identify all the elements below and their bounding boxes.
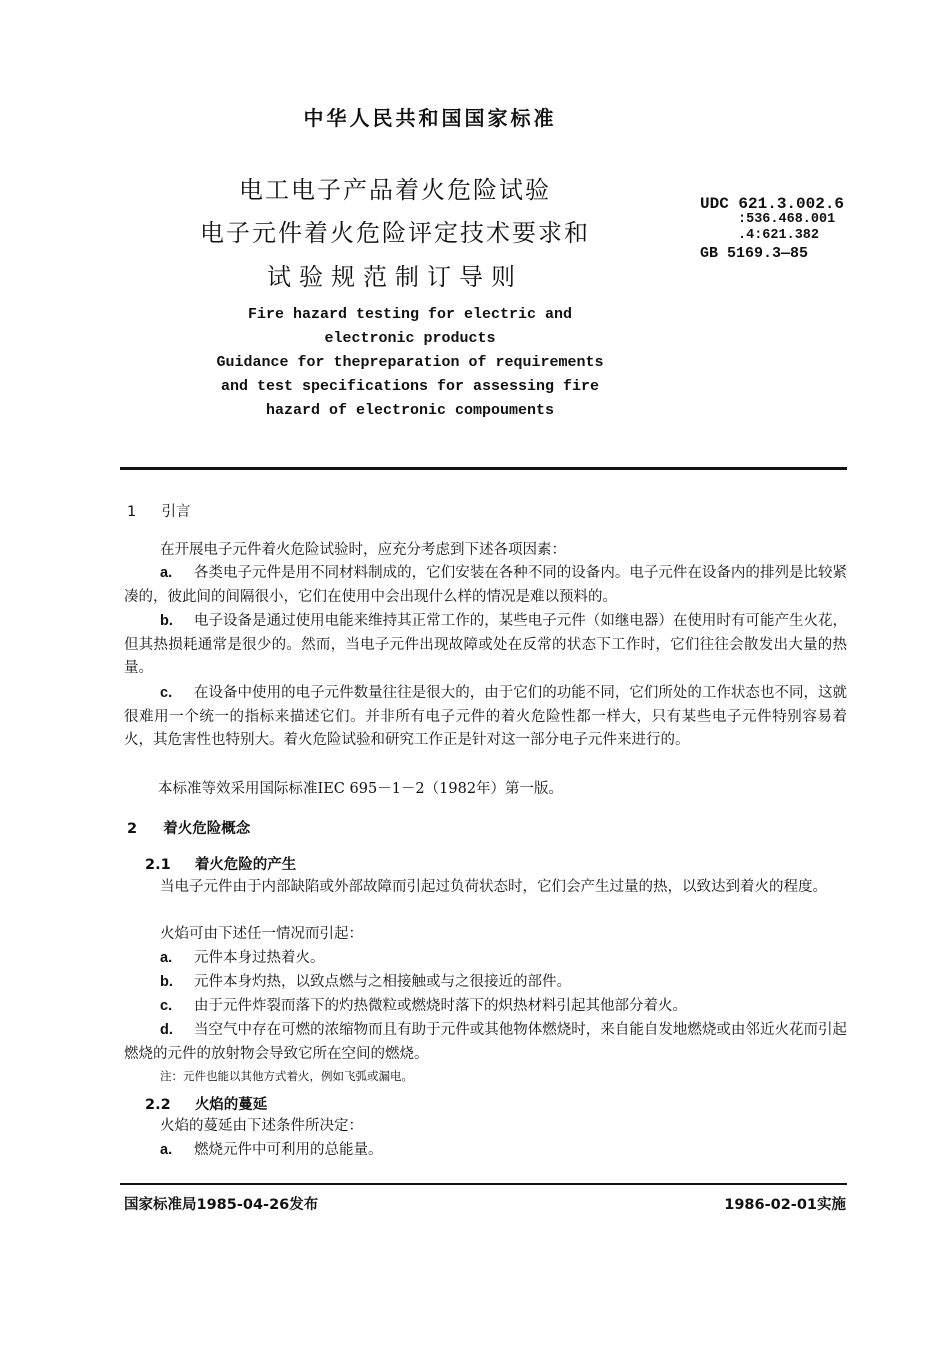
paragraph-text: 火焰可由下述任一情况而引起： (160, 926, 363, 942)
section-1-heading (127, 500, 190, 521)
section-number: 2 (127, 821, 138, 837)
subsection-title: 着火危险的产生 (194, 857, 297, 873)
header-divider (120, 467, 847, 470)
footer-divider (120, 1183, 847, 1185)
list-item (124, 1139, 847, 1163)
list-label: c. (160, 685, 173, 701)
list-text: 元件本身灼热，以致点燃与之相接触或与之很接近的部件。 (194, 974, 571, 990)
list-item (124, 682, 847, 753)
standard-number: GB 5169.3—85 (700, 245, 809, 262)
list-item (124, 947, 847, 971)
paragraph (124, 1115, 847, 1139)
list-item (124, 971, 847, 995)
section-2-heading (127, 817, 250, 838)
title-en-line: and test specifications for assessing fire (220, 378, 600, 395)
list-label: a. (160, 1142, 173, 1158)
list-text: 元件本身过热着火。 (194, 950, 325, 966)
title-en-line: electronic products (324, 330, 496, 347)
section-title: 着火危险概念 (163, 821, 251, 837)
title-en-line: hazard of electronic compouments (265, 402, 555, 419)
list-label: d. (160, 1022, 173, 1038)
udc-classification (700, 196, 844, 262)
list-text: 在设备中使用的电子元件数量往往是很大的，由于它们的功能不同，它们所处的工作状态也不同，这就很难用一个统一的指标来描述它们。并非所有电子元件的着火危险性都一样大，只有某些电子元件特别容易着火，其危害性也特别大。着火危险试验和研究工作正是针对这一部分电子元件来进行的。 (124, 685, 847, 748)
issuing-country-heading: 中华人民共和国国家标准 (303, 106, 557, 130)
paragraph (124, 876, 847, 900)
udc-code: UDC 621.3.002.6 (700, 195, 845, 213)
udc-code: .4:621.382 (738, 228, 820, 243)
subsection-2-1-heading (145, 853, 296, 874)
subsection-number: 2.2 (145, 1097, 171, 1113)
section-title: 引言 (161, 504, 191, 520)
subsection-title: 火焰的蔓延 (194, 1097, 268, 1113)
list-label: c. (160, 998, 173, 1014)
list-item (124, 610, 847, 681)
title-cn-line-1: 电工电子产品着火危险试验 (239, 176, 551, 204)
list-text: 燃烧元件中可利用的总能量。 (194, 1142, 383, 1158)
paragraph-text: 火焰的蔓延由下述条件所决定： (160, 1118, 363, 1134)
paragraph (124, 923, 847, 947)
list-label: b. (160, 613, 173, 629)
subsection-number: 2.1 (145, 857, 171, 873)
section-number: 1 (127, 504, 137, 520)
title-en-line: Fire hazard testing for electric and (247, 306, 573, 323)
title-cn-line-3: 试验规范制订导则 (267, 263, 523, 291)
subsection-2-2-heading (145, 1093, 267, 1114)
title-cn-line-2: 电子元件着火危险评定技术要求和 (200, 219, 590, 247)
effective-date: 1986-02-01实施 (724, 1197, 846, 1213)
list-label: a. (160, 950, 173, 966)
issue-date: 国家标准局1985-04-26发布 (124, 1197, 319, 1213)
list-item (124, 995, 847, 1019)
paragraph (124, 539, 847, 563)
list-text: 各类电子元件是用不同材料制成的，它们安装在各种不同的设备内。电子元件在设备内的排列是比较紧凑的，彼此间的间隔很小，它们在使用中会出现什么样的情况是难以预料的。 (124, 565, 847, 605)
list-label: b. (160, 974, 173, 990)
list-text: 由于元件炸裂而落下的灼热微粒或燃烧时落下的炽热材料引起其他部分着火。 (194, 998, 687, 1014)
udc-code: :536.468.001 (738, 212, 836, 227)
list-text: 电子设备是通过使用电能来维持其正常工作的，某些电子元件（如继电器）在使用时有可能产生火花，但其热损耗通常是很少的。然而，当电子元件出现故障或处在反常的状态下工作时，它们往往会散发出大量的热量。 (124, 613, 847, 676)
list-item (124, 1019, 847, 1066)
note: 注：元件也能以其他方式着火，例如飞弧或漏电。 (160, 1069, 413, 1083)
title-en-line: Guidance for thepreparation of requirements (216, 354, 604, 371)
paragraph-text: 在开展电子元件着火危险试验时，应充分考虑到下述各项因素： (160, 542, 566, 558)
title-en (180, 303, 640, 423)
list-text: 当空气中存在可燃的浓缩物而且有助于元件或其他物体燃烧时，来自能自发地燃烧或由邻近火花而引起燃烧的元件的放射物会导致它所在空间的燃烧。 (124, 1022, 847, 1062)
list-label: a. (160, 565, 173, 581)
paragraph-text: 当电子元件由于内部缺陷或外部故障而引起过负荷状态时，它们会产生过量的热，以致达到着火的程度。 (160, 879, 827, 895)
paragraph (124, 778, 847, 802)
paragraph-text: 本标准等效采用国际标准IEC 695－1－2（1982年）第一版。 (158, 781, 564, 797)
list-item (124, 562, 847, 609)
